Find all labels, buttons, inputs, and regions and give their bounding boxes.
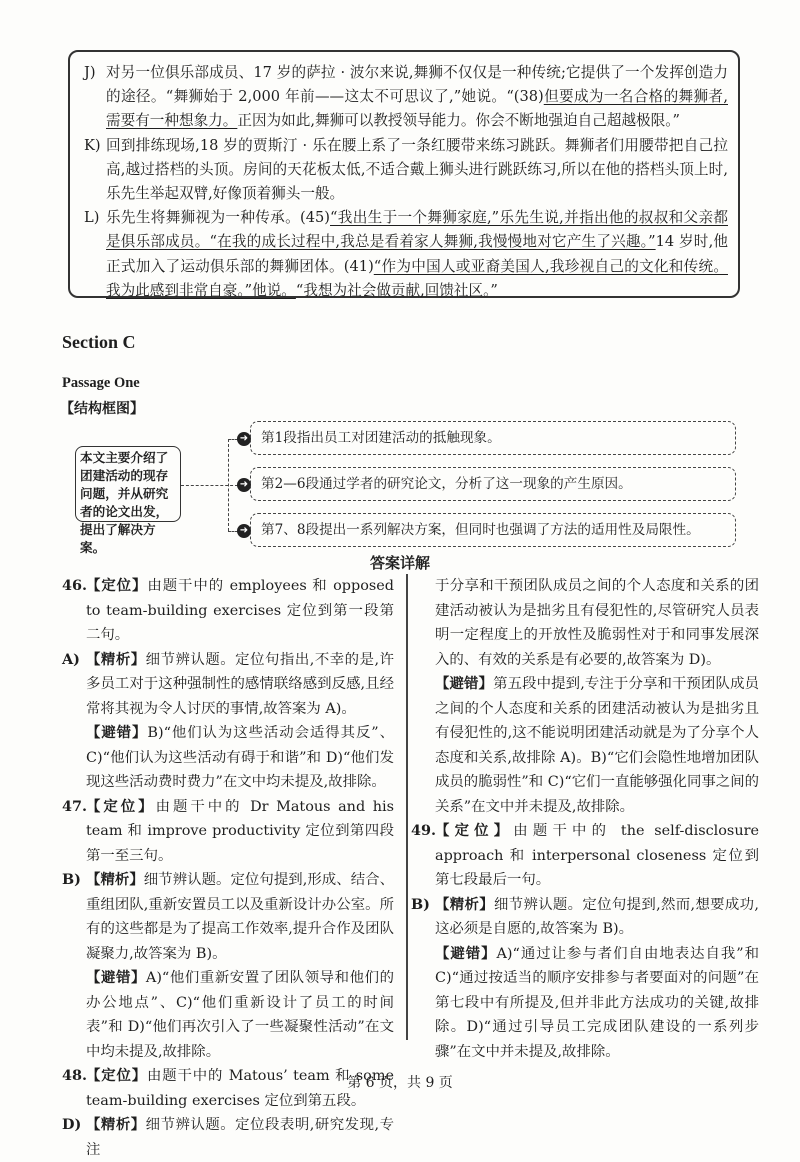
text: “我想为社会做贡献,回馈社区。” (295, 281, 498, 299)
diagram-branch: 第1段指出员工对团建活动的抵触现象。 (250, 421, 736, 455)
section-title: Section C (62, 332, 136, 352)
paragraph-l: L) 乐先生将舞狮视为一种传承。(45)“我出生于一个舞狮家庭,”乐先生说,并指出他的叔叔和父亲都是俱乐部成员。“在我的成长过程中,我总是看着家人舞狮,我慢慢地对它产生了兴趣。”14 岁时,他正式加入了运动俱乐部的舞狮团体。(41)“作为中国人或亚裔美国人,我珍视自己的文化和传统。我为此感到非常自豪。”他说。“我想为社会做贡献,回馈社区。” (84, 209, 728, 299)
text: 14 岁时,他正式加入了运动俱乐部的舞狮团体。(41) (106, 233, 728, 275)
answer-48-analysis: D) 【精析】细节辨认题。定位段表明,研究发现,专注 (62, 1116, 394, 1158)
answer-46-analysis: A) 【精析】细节辨认题。定位句指出,不幸的是,许多员工对于这种强制性的感情联络感到反感,且经常将其视为令人讨厌的事情,故答案为 A)。 (62, 650, 394, 717)
answer-48-locate: 48. 【定位】由题干中的 Matous’ team 和 some team-building exercises 定位到第五段。 (62, 1067, 394, 1109)
answer-48-analysis-cont: 于分享和干预团队成员之间的个人态度和关系的团建活动被认为是拙劣且有侵犯性的,尽管研究人员表明一定程度上的开放性及脆弱性对于和同事发展深入的、有效的关系是有必要的,故答案为 D)。 (435, 578, 759, 668)
passage-title: Passage One (62, 375, 140, 391)
diagram-branch: 第7、8段提出一系列解决方案，但同时也强调了方法的适用性及局限性。 (250, 513, 736, 547)
diagram-summary: 本文主要介绍了团建活动的现存问题，并从研究者的论文出发，提出了解决方案。 (75, 446, 181, 522)
paragraph-j: J) 对另一位俱乐部成员、17 岁的萨拉 · 波尔来说,舞狮不仅仅是一种传统;它提供了一个发挥创造力的途径。“舞狮始于 2,000 年前——这太不可思议了,”她说。“(38)但要成为一名合格的舞狮者,需要有一种想象力。正因为如此,舞狮可以教授领导能力。你会不断地强迫自己超越极限。” (84, 64, 728, 130)
frame-title: 【结构框图】 (60, 401, 144, 417)
answer-48-error: 【避错】第五段中提到,专注于分享和干预团队成员之间的个人态度和关系的团建活动被认为是拙劣且有侵犯性的,这不能说明团建活动就是为了分享个人态度和关系,故排除 A)。B)“它们会隐性地增加团队成员的脆弱性”和 C)“它们一直能够强化同事之间的关系”在文中并未提及,故排除。 (435, 675, 759, 815)
answer-47-analysis: B) 【精析】细节辨认题。定位句提到,形成、结合、重组团队,重新安置员工以及重新设计办公室。所有的这些都是为了提高工作效率,提升合作及团队凝聚力,故答案为 B)。 (62, 871, 394, 962)
answer-49-locate: 49. 【定位】由题干中的 the self-disclosure approach 和 interpersonal closeness 定位到第七段最后一句。 (411, 822, 759, 888)
answer-46-error: 【避错】B)“他们认为这些活动会适得其反”、C)“他们认为这些活动有碍于和谐”和 D)“他们发现这些活动费时费力”在文中均未提及,故排除。 (86, 724, 394, 790)
answer-49-analysis: B) 【精析】细节辨认题。定位句提到,然而,想要成功,这必须是自愿的,故答案为 B)。 (411, 895, 759, 937)
answer-47-locate: 47. 【定位】由题干中的 Dr Matous and his team 和 improve productivity 定位到第四段第一至三句。 (62, 797, 394, 864)
text: 乐先生将舞狮视为一种传承。(45) (106, 209, 330, 227)
arrow-icon: ➜ (237, 524, 251, 538)
text: 对另一位俱乐部成员、17 岁的萨拉 · 波尔来说,舞狮不仅仅是一种传统;它提供了一个发挥创造力的途径。“舞狮始于 2,000 年前——这太不可思议了,”她说。“(38) (106, 64, 728, 106)
underlined-text: 但要成为一名合格的舞狮者,需要有一种想象力。 (106, 88, 728, 130)
answer-49-error: 【避错】A)“通过让参与者们自由地表达自我”和 C)“通过按适当的顺序安排参与者要面对的问题”在第七段中有所提及,但并非此方法成功的关键,故排除。D)“通过引导员工完成团队建设的一系列步骤”在文中并未提及,故排除。 (435, 944, 759, 1060)
underlined-text: “我出生于一个舞狮家庭,”乐先生说,并指出他的叔叔和父亲都是俱乐部成员。“在我的成长过程中,我总是看着家人舞狮,我慢慢地对它产生了兴趣。” (106, 209, 728, 251)
answer-47-error: 【避错】A)“他们重新安置了团队领导和他们的办公地点”、C)“他们重新设计了员工的时间表”和 D)“他们再次引入了一些凝聚性活动”在文中均未提及,故排除。 (86, 969, 394, 1060)
arrow-icon: ➜ (237, 432, 251, 446)
column-divider (406, 574, 408, 1040)
page-number: 第 6 页，共 9 页 (347, 1075, 453, 1091)
connector (181, 485, 238, 486)
answers-heading: 答案详解 (369, 554, 430, 572)
underlined-text: “作为中国人或亚裔美国人,我珍视自己的文化和传统。我为此感到非常自豪。”他说。 (106, 257, 728, 299)
diagram-branch: 第2—6段通过学者的研究论文，分析了这一现象的产生原因。 (250, 467, 736, 501)
answer-46-locate: 46. 【定位】由题干中的 employees 和 opposed to team-building exercises 定位到第一段第二句。 (62, 577, 394, 643)
paragraph-k: K) 回到排练现场,18 岁的贾斯汀 · 乐在腰上系了一条红腰带来练习跳跃。舞狮者们用腰带把自己拉高,越过搭档的头顶。房间的天花板太低,不适合戴上狮头进行跳跃练习,所以在他的搭档头顶上时,乐先生举起双臂,好像顶着狮头一般。 (84, 136, 728, 203)
passage-box (68, 50, 740, 298)
text: 正因为如此,舞狮可以教授领导能力。你会不断地强迫自己超越极限。” (237, 112, 680, 130)
arrow-icon: ➜ (237, 478, 251, 492)
answers-right-column (411, 574, 759, 1064)
